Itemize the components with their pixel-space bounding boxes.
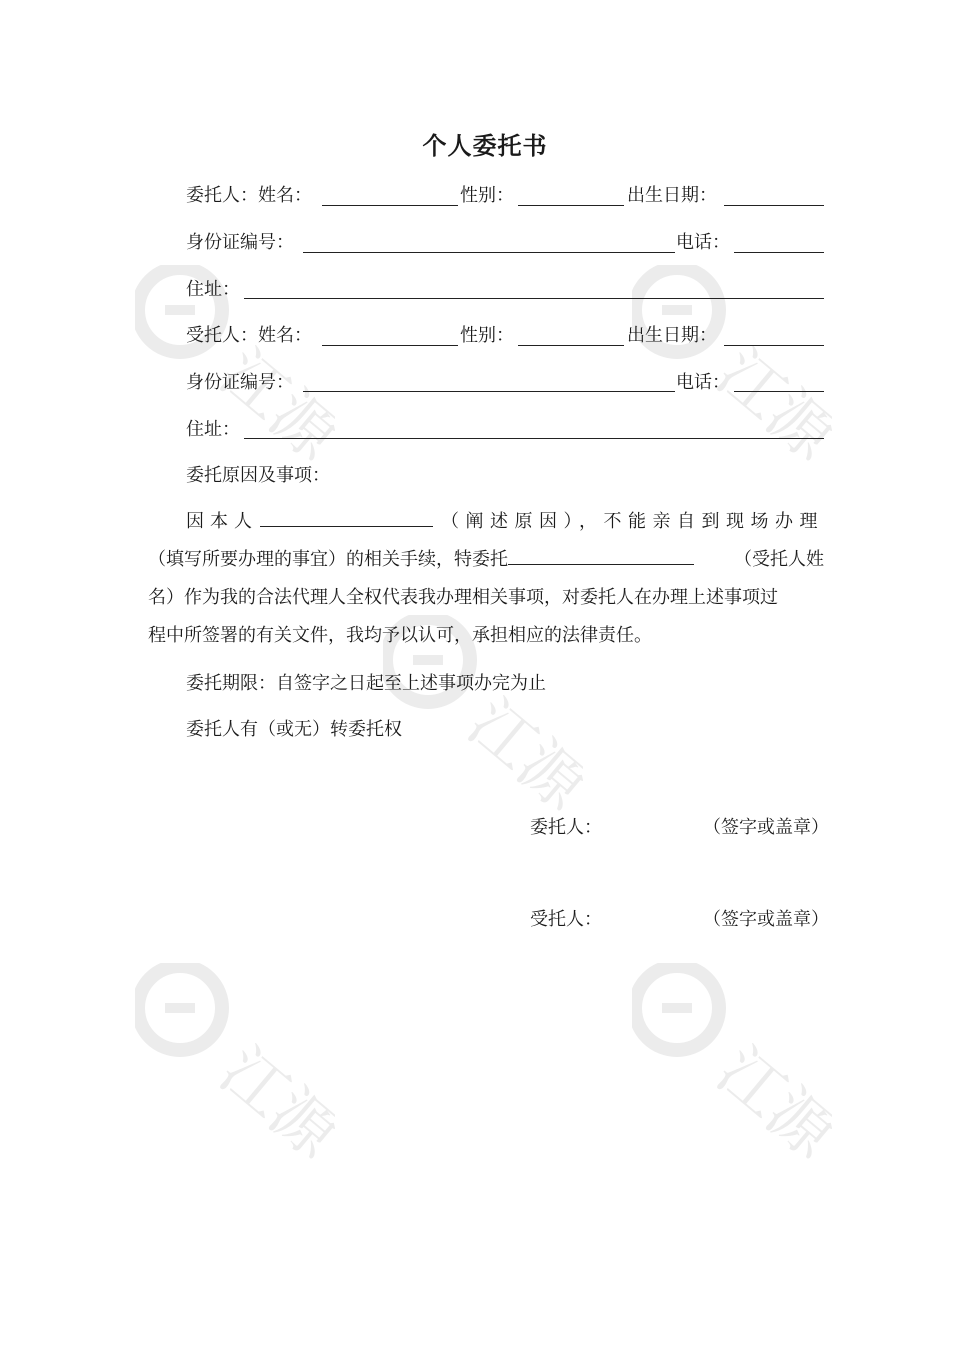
svg-text:江源: 江源 [453, 685, 583, 815]
watermark-logo [632, 265, 832, 465]
body-l2-a: （填写所要办理的事宜）的相关手续，特委托 [148, 549, 508, 570]
principal-address-label: 住址： [186, 279, 240, 300]
svg-text:江源: 江源 [702, 1033, 832, 1163]
principal-gender-label: 性别： [460, 185, 514, 206]
agent-id-label: 身份证编号： [186, 372, 294, 393]
body-line-3: 名）作为我的合法代理人全权代表我办理相关事项，对委托人在办理上述事项过 [148, 587, 778, 608]
svg-text:江源: 江源 [702, 335, 832, 465]
principal-id-label: 身份证编号： [186, 232, 294, 253]
body-line-2 [148, 541, 824, 579]
agent-signature-hint: （签字或盖章） [703, 909, 829, 930]
principal-address-field[interactable] [244, 298, 824, 299]
transfer-text: 委托人有（或无）转委托权 [186, 719, 402, 740]
body-line-4: 程中所签署的有关文件，我均予以认可，承担相应的法律责任。 [148, 625, 652, 646]
agent-birth-field[interactable] [724, 345, 824, 346]
agent-phone-field[interactable] [734, 391, 824, 392]
principal-name-field[interactable] [322, 205, 458, 206]
principal-id-field[interactable] [303, 252, 675, 253]
body-paragraph [148, 503, 824, 655]
principal-name-label: 委托人：姓名： [186, 185, 312, 206]
body-l2-b: （受托人姓 [734, 549, 824, 570]
svg-text:江源: 江源 [205, 335, 335, 465]
watermark-logo [632, 963, 832, 1163]
principal-birth-field[interactable] [724, 205, 824, 206]
reason-field[interactable] [260, 506, 433, 527]
agent-name-inline-field[interactable] [508, 544, 694, 565]
watermark-logo [135, 963, 335, 1163]
principal-phone-field[interactable] [734, 252, 824, 253]
body-l1-a: 因本人 [186, 511, 258, 532]
principal-phone-label: 电话： [676, 232, 730, 253]
principal-birth-label: 出生日期： [627, 185, 717, 206]
principal-signature-hint: （签字或盖章） [703, 817, 829, 838]
body-l1-b: （阐述原因），不能亲自到现场办理 [441, 511, 824, 532]
principal-signature-label: 委托人： [530, 817, 602, 838]
agent-address-field[interactable] [244, 438, 824, 439]
agent-id-field[interactable] [303, 391, 675, 392]
agent-address-label: 住址： [186, 419, 240, 440]
svg-text:江源: 江源 [205, 1033, 335, 1163]
agent-name-label: 受托人：姓名： [186, 325, 312, 346]
agent-birth-label: 出生日期： [627, 325, 717, 346]
term-text: 委托期限：自签字之日起至上述事项办完为止 [186, 673, 546, 694]
agent-signature-label: 受托人： [530, 909, 602, 930]
body-line-1 [148, 503, 824, 541]
matters-heading: 委托原因及事项： [186, 465, 330, 486]
agent-phone-label: 电话： [676, 372, 730, 393]
agent-gender-field[interactable] [518, 345, 624, 346]
agent-gender-label: 性别： [460, 325, 514, 346]
document-title: 个人委托书 [422, 132, 548, 160]
principal-gender-field[interactable] [518, 205, 624, 206]
agent-name-field[interactable] [322, 345, 458, 346]
